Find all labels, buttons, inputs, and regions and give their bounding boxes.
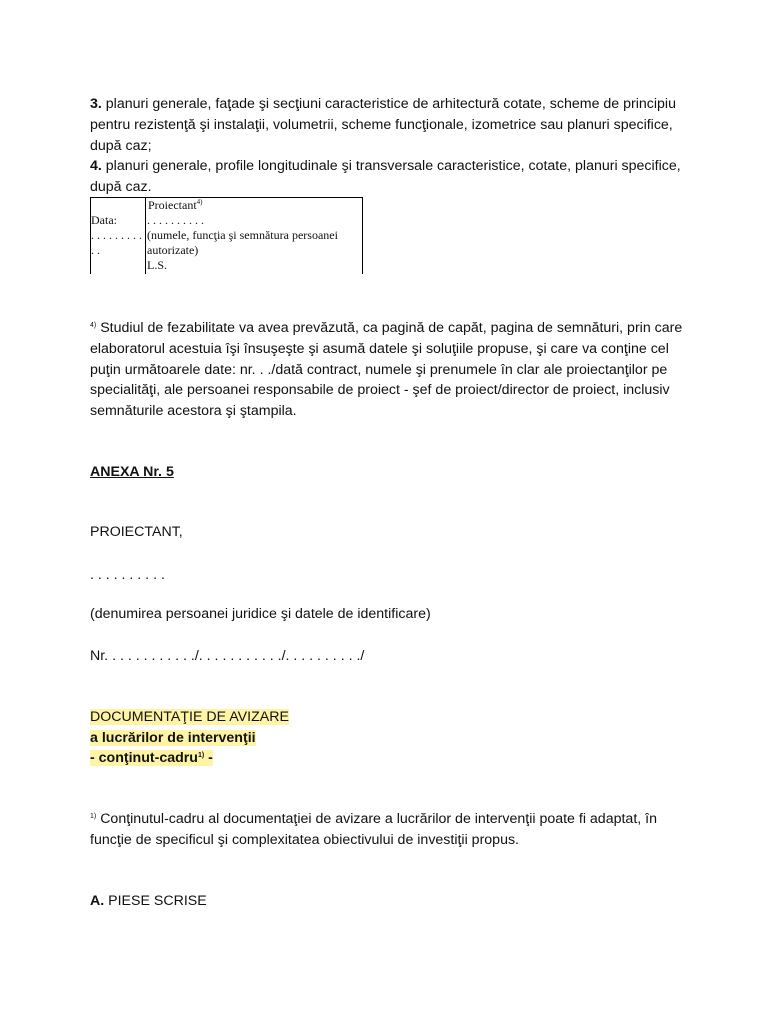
stamp-label: L.S.	[147, 258, 168, 272]
footnote-4	[90, 318, 690, 422]
date-dots-continued: . .	[91, 243, 100, 257]
footnote-4-marker: 4)	[90, 322, 97, 329]
item-3-text: planuri generale, faţade şi secţiuni caracteristice de arhitectură cotate, scheme de principiu pentru rezistenţă şi instalaţii, volumetrii, scheme funcţionale, izometrice sau planuri specifice, după caz;	[90, 96, 676, 154]
registration-number-line: Nr. . . . . . . . . . . ./. . . . . . . . . . ./. . . . . . . . . ./	[90, 648, 365, 664]
footnote-1-text: Conţinutul-cadru al documentaţiei de avizare a lucrărilor de intervenţii poate fi adaptat, în funcţie de specificul şi complexitatea obiectivului de investiţii propus.	[90, 811, 657, 848]
section-a-heading	[90, 891, 690, 912]
item-4	[90, 156, 690, 198]
doc-title-line-2: a lucrărilor de intervenţii	[90, 730, 256, 746]
entity-note: (denumirea persoanei juridice şi datele de identificare)	[90, 606, 431, 622]
section-a-title: PIESE SCRISE	[108, 893, 207, 909]
proiectant-dots: . . . . . . . . . .	[147, 213, 204, 227]
section-a-letter: A.	[90, 893, 105, 909]
doc-title-line-3: - conţinut-cadru$^{1)}$ -	[90, 750, 213, 766]
signature-table-left-cell	[91, 198, 146, 274]
proiectant-heading: PROIECTANT,	[90, 524, 183, 540]
date-dots: . . . . . . . . .	[91, 228, 142, 242]
footnote-4-text: Studiul de fezabilitate va avea prevăzută, ca pagină de capăt, pagina de semnături, prin care elaboratorul acestuia îşi însuşeşte şi asumă datele şi soluţiile propuse, şi care va conţine cel puţin următoarele date: nr. . ./dată contract, numele şi prenumele în clar ale proiectanţilor pe specialităţi, ale persoanei responsabile de proiect - şef de proiect/director de proiect, inclusiv semnăturile acestora şi ştampila.	[90, 320, 683, 420]
proiectant-dots-line: . . . . . . . . . .	[90, 567, 165, 583]
proiectant-label: Proiectant$^{4)}$	[148, 198, 203, 212]
signature-instruction-continued: autorizate)	[147, 243, 199, 257]
signature-table	[90, 197, 363, 274]
item-4-text: planuri generale, profile longitudinale şi transversale caracteristice, cotate, planuri specifice, după caz.	[90, 158, 681, 195]
annex-title: ANEXA Nr. 5	[90, 464, 174, 480]
item-3-number: 3.	[90, 96, 102, 112]
signature-table-right-cell	[146, 198, 362, 274]
footnote-1	[90, 809, 690, 851]
item-4-number: 4.	[90, 158, 102, 174]
item-3	[90, 94, 690, 156]
date-label: Data:	[91, 213, 117, 227]
signature-instruction: (numele, funcţia şi semnătura persoanei	[147, 228, 338, 242]
footnote-1-marker: 1)	[90, 813, 97, 820]
doc-title-line-1: DOCUMENTAŢIE DE AVIZARE	[90, 709, 289, 725]
